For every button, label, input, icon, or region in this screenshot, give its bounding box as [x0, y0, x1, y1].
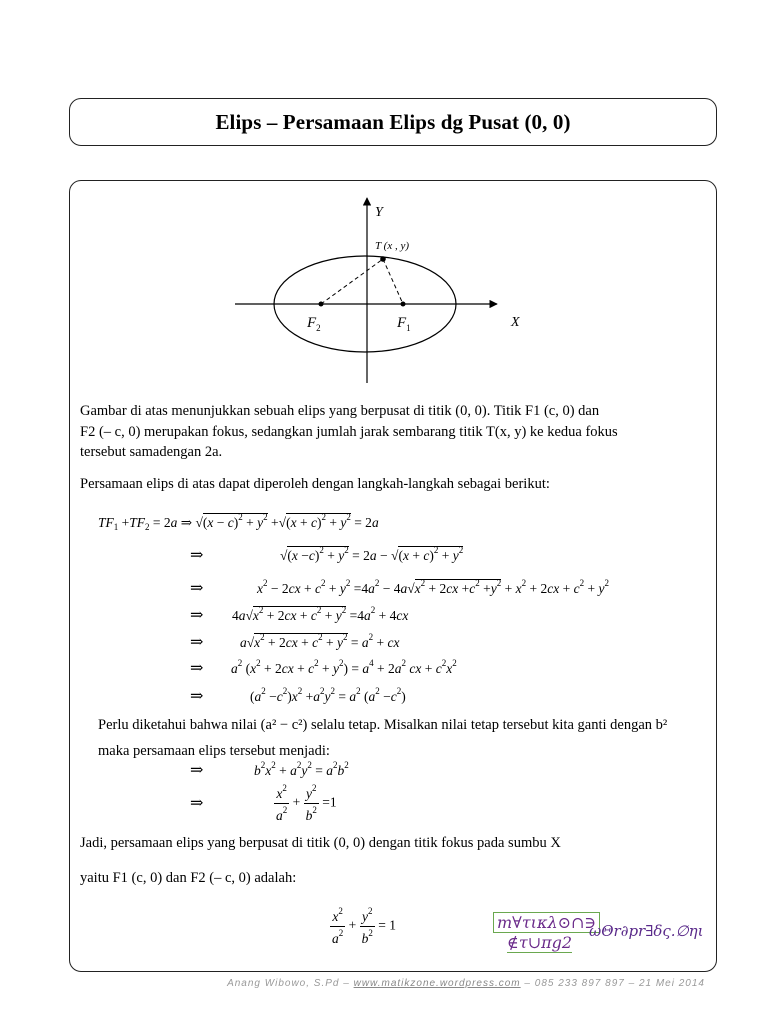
conclusion-line-1: Jadi, persamaan elips yang berpusat di titik (0, 0) dengan titik fokus pada sumbu X [80, 835, 561, 851]
step-3: $x^2 - 2cx + c^2 + y^2 =4a^2 - 4a√x^2 + 2cx +c^2 +y^2 + x^2 + 2cx + c^2 + y^2$ [257, 578, 609, 596]
implies-arrow: ⇒ [190, 795, 204, 812]
y-axis-label: Y [375, 205, 383, 220]
final-equation: $\frac{x^2}{a^2}$ + $\frac{y^2}{b^2}$ = 1 [332, 906, 396, 946]
matikzone-logo [493, 912, 703, 952]
logo-line-3: ωΘr∂pr∃δς.∅ηι [589, 922, 704, 940]
intro-line-3: tersebut samadengan 2a. [80, 444, 223, 460]
point-t-label: T (x , y) [375, 240, 410, 252]
focus-1-label: $F_1$ [397, 315, 411, 333]
implies-arrow: ⇒ [190, 762, 204, 779]
steps-intro: Persamaan elips di atas dapat diperoleh dengan langkah-langkah sebagai berikut: [80, 476, 550, 492]
constant-note-line-2: maka persamaan elips tersebut menjadi: [98, 743, 330, 759]
footer-author: Anang Wibowo, S.Pd – [227, 978, 354, 989]
step-4: $4a√x^2 + 2cx + c^2 + y^2 =4a^2 + 4cx$ [232, 605, 409, 623]
footer-contact: – 085 233 897 897 – 21 Mei 2014 [520, 978, 705, 989]
intro-line-1: Gambar di atas menunjukkan sebuah elips yang berpusat di titik (0, 0). Titik F1 (c, 0) dan [80, 403, 600, 419]
focus-1-point [401, 302, 406, 307]
page-title: Elips – Persamaan Elips dg Pusat (0, 0) [215, 109, 571, 134]
step-9: $\frac{x^2}{a^2}$ + $\frac{y^2}{b^2}$ =1 [276, 783, 337, 823]
focus-2-point [319, 302, 324, 307]
footer-link[interactable]: www.matikzone.wordpress.com [353, 978, 521, 989]
conclusion-line-2: yaitu F1 (c, 0) dan F2 (– c, 0) adalah: [80, 870, 297, 886]
logo-line-1: m∀τικλ⊙∩∋ [493, 912, 600, 933]
intro-line-2: F2 (– c, 0) merupakan fokus, sedangkan jumlah jarak sembarang titik T(x, y) ke kedua fokus [80, 423, 618, 440]
distance-tf1 [383, 259, 403, 304]
implies-arrow: ⇒ [190, 607, 204, 624]
intro-paragraph [80, 401, 618, 463]
footer [0, 978, 705, 989]
step-8: $b^2x^2 + a^2y^2 = a^2b^2$ [254, 760, 349, 778]
focus-2-label: $F_2$ [307, 315, 321, 333]
logo-line-2: ∉τ∪πg2 [507, 933, 573, 952]
step-1: $TF_1 +TF_2 = 2a$ ⇒ $√(x - c)^2 + y^2 +√(x + c)^2 + y^2 = 2a$ [98, 512, 379, 532]
title-box [69, 98, 717, 146]
implies-arrow: ⇒ [190, 660, 204, 677]
constant-note-line-1: Perlu diketahui bahwa nilai (a² − c²) selalu tetap. Misalkan nilai tetap tersebut kita ganti dengan b² [98, 717, 668, 733]
point-t [380, 256, 386, 262]
step-6: $a^2$ $(x^2 + 2cx + c^2 + y^2) = a^4 + 2a^2$ cx + $c^2x^2$ [231, 658, 457, 676]
ellipse-diagram [225, 193, 545, 388]
implies-arrow: ⇒ [190, 688, 204, 705]
step-2: $√(x -c)^2 + y^2 = 2a - √(x + c)^2 + y^2$ [280, 545, 464, 563]
x-axis-label: X [511, 315, 520, 330]
implies-arrow: ⇒ [190, 634, 204, 651]
implies-arrow: ⇒ [190, 580, 204, 597]
distance-tf2 [321, 259, 383, 304]
step-7: $(a^2 -c^2)x^2 +a^2y^2 = a^2$ $(a^2 -c^2)$ [250, 686, 406, 704]
constant-note [98, 712, 667, 764]
step-5: $a√x^2 + 2cx + c^2 + y^2 = a^2$ + cx [240, 632, 400, 650]
implies-arrow: ⇒ [190, 547, 204, 564]
